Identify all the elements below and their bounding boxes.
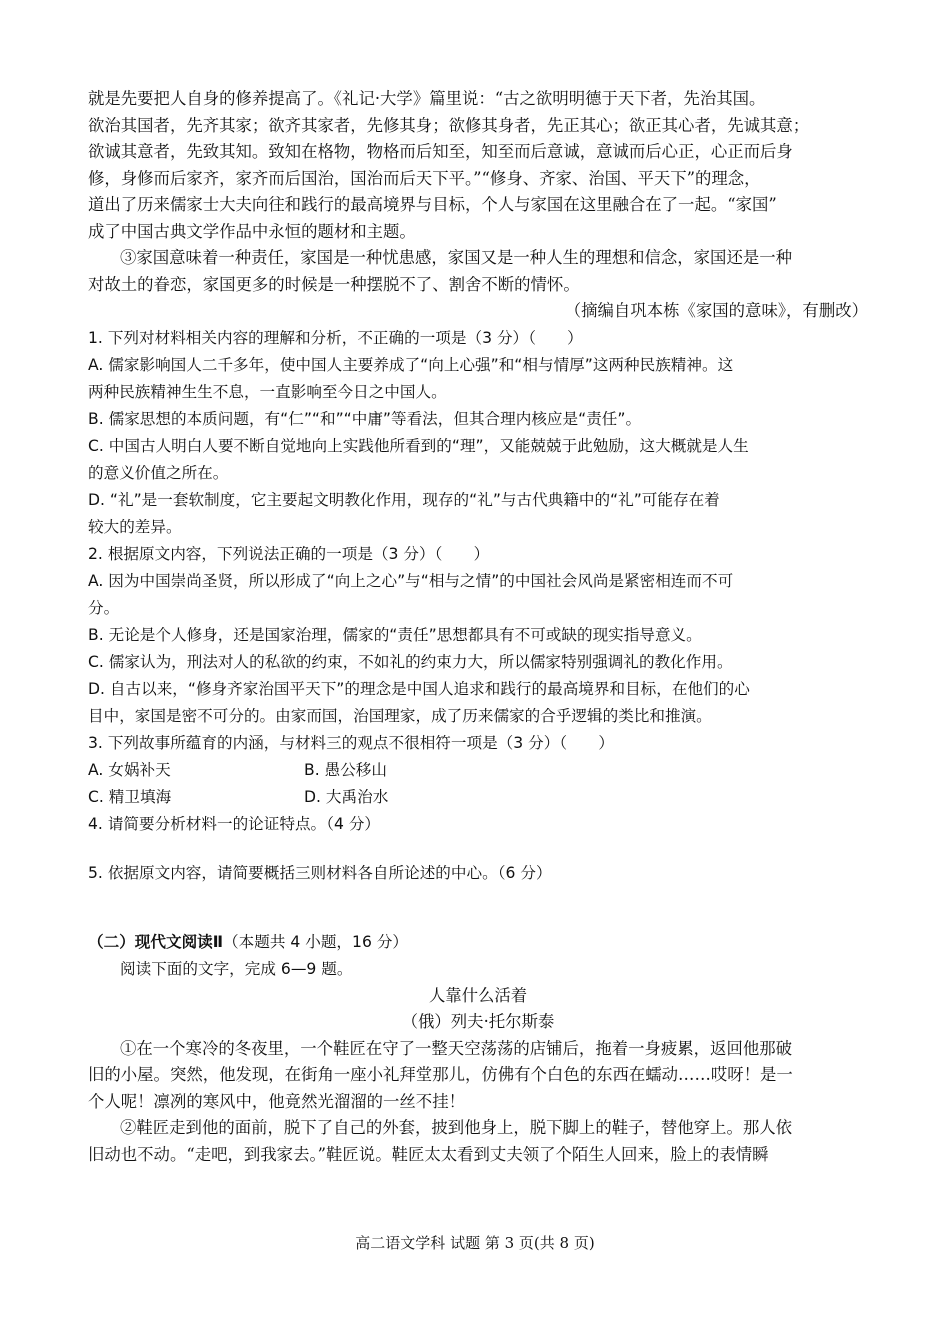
question-3-options-row bbox=[88, 757, 868, 784]
question-1-option-d-cont: 较大的差异。 bbox=[88, 517, 182, 536]
question-3-option-c[interactable]: C. 精卫填海 bbox=[88, 787, 172, 806]
answer-space[interactable] bbox=[88, 838, 868, 860]
material-source: （摘编自巩本栋《家国的意味》，有删改） bbox=[564, 301, 868, 320]
question-1-option-a-cont: 两种民族精神生生不息，一直影响至今日之中国人。 bbox=[88, 382, 447, 401]
question-3-option-b[interactable]: B. 愚公移山 bbox=[304, 760, 387, 779]
question-3-options-row bbox=[88, 784, 868, 811]
material-line: 修，身修而后家齐，家齐而后国治，国治而后天下平。”“修身、齐家、治国、平天下”的理念， bbox=[88, 168, 761, 188]
question-3-stem: 3. 下列故事所蕴育的内涵，与材料三的观点不很相符一项是（3 分）（ ） bbox=[88, 733, 614, 752]
question-1-option-b[interactable]: B. 儒家思想的本质问题，有“仁”“和”“中庸”等看法，但其合理内核应是“责任”。 bbox=[88, 409, 642, 428]
page-footer: 高二语文学科 试题 第 3 页(共 8 页) bbox=[355, 1234, 595, 1252]
section-heading-title: （二）现代文阅读Ⅱ bbox=[88, 932, 224, 951]
question-5-stem: 5. 依据原文内容，请简要概括三则材料各自所论述的中心。（6 分） bbox=[88, 863, 552, 882]
question-3-option-d[interactable]: D. 大禹治水 bbox=[304, 787, 389, 806]
story-title: 人靠什么活着 bbox=[428, 985, 528, 1005]
question-2-option-a-cont: 分。 bbox=[88, 598, 120, 617]
question-1-stem: 1. 下列对材料相关内容的理解和分析，不正确的一项是（3 分）（ ） bbox=[88, 328, 583, 347]
question-1-option-a[interactable]: A. 儒家影响国人二千多年，使中国人主要养成了“向上心强”和“相与情厚”这两种民族精神。这 bbox=[88, 355, 734, 374]
material-line: 道出了历来儒家士大夫向往和践行的最高境界与目标，个人与家国在这里融合在了一起。“家国” bbox=[88, 195, 777, 214]
story-para1-line: ①在一个寒冷的冬夜里，一个鞋匠在守了一整天空荡荡的店铺后，拖着一身疲累，返回他那破 bbox=[120, 1038, 793, 1058]
story-para1-line: 旧的小屋。突然，他发现，在街角一座小礼拜堂那儿，仿佛有个白色的东西在蠕动……哎呀！是一 bbox=[88, 1065, 793, 1084]
story-author: （俄）列夫·托尔斯泰 bbox=[401, 1012, 555, 1031]
question-3-option-a[interactable]: A. 女娲补天 bbox=[88, 760, 171, 779]
material-para3-line: ③家国意味着一种责任，家国是一种忧患感，家国又是一种人生的理想和信念，家国还是一种 bbox=[120, 248, 793, 267]
section-heading bbox=[88, 929, 868, 956]
question-4-stem: 4. 请简要分析材料一的论证特点。（4 分） bbox=[88, 814, 381, 833]
question-2-option-d[interactable]: D. 自古以来，“修身齐家治国平天下”的理念是中国人追求和践行的最高境界和目标，在他们的心 bbox=[88, 679, 750, 698]
question-1-option-c-cont: 的意义价值之所在。 bbox=[88, 463, 229, 482]
story-para1-line: 个人呢！凛冽的寒风中，他竟然光溜溜的一丝不挂！ bbox=[88, 1091, 465, 1111]
question-2-stem: 2. 根据原文内容，下列说法正确的一项是（3 分）（ ） bbox=[88, 544, 490, 563]
material-line: 成了中国古典文学作品中永恒的题材和主题。 bbox=[88, 221, 416, 241]
question-2-option-a[interactable]: A. 因为中国崇尚圣贤，所以形成了“向上之心”与“相与之情”的中国社会风尚是紧密相连而不可 bbox=[88, 571, 734, 590]
story-para2-line: 旧动也不动。“走吧，到我家去。”鞋匠说。鞋匠太太看到丈夫领了个陌生人回来，脸上的表情瞬 bbox=[88, 1144, 769, 1164]
answer-space[interactable] bbox=[88, 887, 868, 929]
material-line: 欲治其国者，先齐其家；欲齐其家者，先修其身；欲修其身者，先正其心；欲正其心者，先诚其意； bbox=[88, 115, 810, 135]
material-para3-line: 对故土的眷恋，家国更多的时候是一种摆脱不了、割舍不断的情怀。 bbox=[88, 274, 580, 294]
section-heading-note: （本题共 4 小题，16 分） bbox=[223, 932, 409, 951]
story-para2-line: ②鞋匠走到他的面前，脱下了自己的外套，披到他身上，脱下脚上的鞋子，替他穿上。那人依 bbox=[120, 1118, 793, 1137]
material-line: 欲诚其意者，先致其知。致知在格物，物格而后知至，知至而后意诚，意诚而后心正，心正而后身 bbox=[88, 142, 793, 161]
question-2-option-c[interactable]: C. 儒家认为，刑法对人的私欲的约束，不如礼的约束力大，所以儒家特别强调礼的教化作用。 bbox=[88, 652, 733, 671]
material-line: 就是先要把人自身的修养提高了。《礼记·大学》篇里说：“古之欲明明德于天下者，先治其国。 bbox=[88, 89, 766, 108]
section-instruction: 阅读下面的文字，完成 6—9 题。 bbox=[120, 959, 353, 978]
question-1-option-c[interactable]: C. 中国古人明白人要不断自觉地向上实践他所看到的“理”，又能兢兢于此勉励，这大概就是人生 bbox=[88, 436, 749, 455]
exam-page bbox=[88, 86, 868, 1168]
question-2-option-b[interactable]: B. 无论是个人修身，还是国家治理，儒家的“责任”思想都具有不可或缺的现实指导意义。 bbox=[88, 625, 702, 644]
question-2-option-d-cont: 目中，家国是密不可分的。由家而国，治国理家，成了历来儒家的合乎逻辑的类比和推演。 bbox=[88, 706, 712, 725]
question-1-option-d[interactable]: D. “礼”是一套软制度，它主要起文明教化作用，现存的“礼”与古代典籍中的“礼”可能存在着 bbox=[88, 490, 720, 509]
